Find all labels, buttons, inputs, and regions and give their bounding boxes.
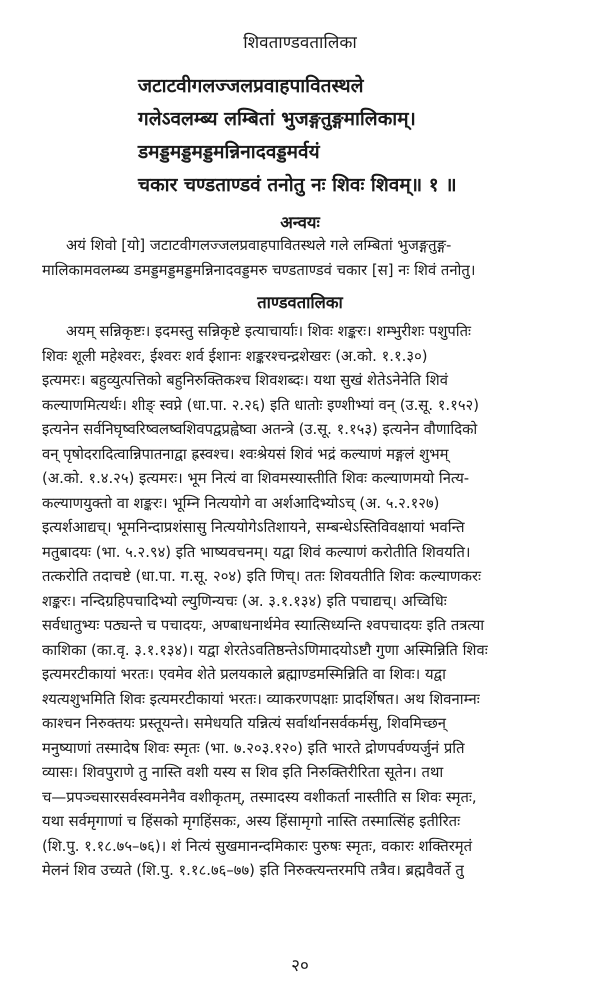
commentary-line: (शि.पु. १.१८.७५–७६)। शं नित्यं सुखमानन्दमिकारः पुरुषः स्मृतः, वकारः शक्तिरमृतं [42,837,473,855]
running-head: शिवताण्डवतालिका [243,33,357,53]
commentary-line: इत्यनेन सर्वनिघृष्वरिष्वलष्वशिवपद्वप्रह्वेष्वा अतन्त्रे (उ.सू. १.१५३) इत्यनेन वौणादिको [42,421,478,438]
anvaya-heading: अन्वयः [280,213,320,232]
commentary-line: कल्याणयुक्तो वा शङ्करः। भूम्नि नित्ययोगे वा अर्शआदिभ्योऽच् (अ. ५.२.१२७) [42,494,440,512]
verse-line: चकार चण्डताण्डवं तनोतु नः शिवः शिवम्॥ १ ॥ [138,174,457,196]
tandava-heading: ताण्डवतालिका [257,293,343,312]
commentary-paragraph [42,320,572,884]
commentary-line: वन् पृषोदरादित्वान्निपातनाद्वा ह्रस्वश्च। श्वःश्रेयसं शिवं भद्रं कल्याणं मङ्गलं शुभम् [42,445,449,463]
commentary-line: मनुष्याणां तस्मादेष शिवः स्मृतः (भा. ७.२०३.१२०) इति भारते द्रोणपर्वण्यर्जुनं प्रति [42,739,465,757]
commentary-line: श्यत्यशुभमिति शिवः इत्यमरटीकायां भरतः। व्याकरणपक्षाः प्रादर्शिषत। अथ शिवनाम्नः [42,690,480,708]
commentary-line: काश्चन निरुक्तयः प्रस्तूयन्ते। समेधयति यन्नित्यं सर्वार्थानसर्वकर्मसु, शिवमिच्छन् [42,715,447,732]
commentary-line: यथा सर्वमृगाणां च हिंसको मृगहिंसकः, अस्य हिंसामृगो नास्ति तस्मात्सिंह इतीरितः [42,813,461,830]
commentary-line: सर्वधातुभ्यः पठ्यन्ते च पचादयः, अण्बाधनार्थमेव स्यात्सिध्यन्ति श्वपचादयः इति तत्रत्या [42,617,485,634]
commentary-line: शङ्करः। नन्दिग्रहिपचादिभ्यो ल्युणिन्यचः (अ. ३.१.१३४) इति पचाद्यच्। अच्विधिः [42,592,447,610]
anvaya-line: मालिकामवलम्ब्य डमड्डमड्डमड्डमन्निनादवड्डमरु चण्डताण्डवं चकार [स] नः शिवं तनोतु। [42,261,476,279]
commentary-line: इत्यर्शआद्यच्। भूमनिन्दाप्रशंसासु नित्ययोगेऽतिशायने, सम्बन्धेऽस्तिविवक्षायां भवन्ति [42,519,465,536]
commentary-line: (अ.को. १.४.२५) इत्यमरः। भूम नित्यं वा शिवमस्यास्तीति शिवः कल्याणमयो नित्य- [42,470,470,487]
commentary-line: अयम् सन्निकृष्टः। इदमस्तु सन्निकृष्टे इत्याचार्याः। शिवः शङ्करः। शम्भुरीशः पशुपतिः [66,323,472,340]
verse-line: डमड्डमड्डमड्डमन्निनादवड्डमर्वयं [138,141,320,163]
commentary-line: इत्यमरटीकायां भरतः। एवमेव शेते प्रलयकाले ब्रह्माण्डमस्मिन्निति वा शिवः। यद्वा [42,666,446,683]
anvaya-paragraph [42,234,572,283]
commentary-line: कल्याणमित्यर्थः। शीङ् स्वप्ने (धा.पा. २.२६) इति धातोः इण्शीभ्यां वन् (उ.सू. १.१५२) [42,396,479,414]
commentary-line: मतुबादयः (भा. ५.२.९४) इति भाष्यवचनम्। यद्वा शिवं कल्याणं करोतीति शिवयति। [42,543,471,561]
commentary-line: तत्करोति तदाचष्टे (धा.पा. ग.सू. २०४) इति णिच्। ततः शिवयतीति शिवः कल्याणकरः [42,568,482,585]
anvaya-line: अयं शिवो [यो] जटाटवीगलज्जलप्रवाहपावितस्थले गले लम्बितां भुजङ्गतुङ्ग- [66,237,452,254]
verse-block [138,70,578,202]
commentary-line: इत्यमरः। बहुव्युत्पत्तिको बहुनिरुक्तिकश्च शिवशब्दः। यथा सुखं शेतेऽनेनेति शिवं [42,372,448,389]
page-number: २० [291,956,309,976]
commentary-line: शिवः शूली महेश्वरः, ईश्वरः शर्व ईशानः शङ्करश्चन्द्रशेखरः (अ.को. १.१.३०) [42,347,428,365]
commentary-line: च—प्रपञ्चसारसर्वस्वमनेनैव वशीकृतम्, तस्मादस्य वशीकर्ता नास्तीति स शिवः स्मृतः, [42,788,477,806]
verse-line: जटाटवीगलज्जलप्रवाहपावितस्थले [138,75,364,97]
verse-line: गलेऽवलम्ब्य लम्बितां भुजङ्गतुङ्गमालिकाम्। [138,108,416,130]
commentary-line: मेलनं शिव उच्यते (शि.पु. १.१८.७६–७७) इति निरुक्त्यन्तरमपि तत्रैव। ब्रह्मवैवर्ते तु [42,862,464,879]
commentary-line: व्यासः। शिवपुराणे तु नास्ति वशी यस्य स शिव इति निरुक्तिरीरिता सूतेन। तथा [42,764,444,781]
commentary-line: काशिका (का.वृ. ३.१.१३४)। यद्वा शेरतेऽवतिष्ठन्तेऽणिमादयोऽष्टौ गुणा अस्मिन्निति शिवः [42,641,488,659]
